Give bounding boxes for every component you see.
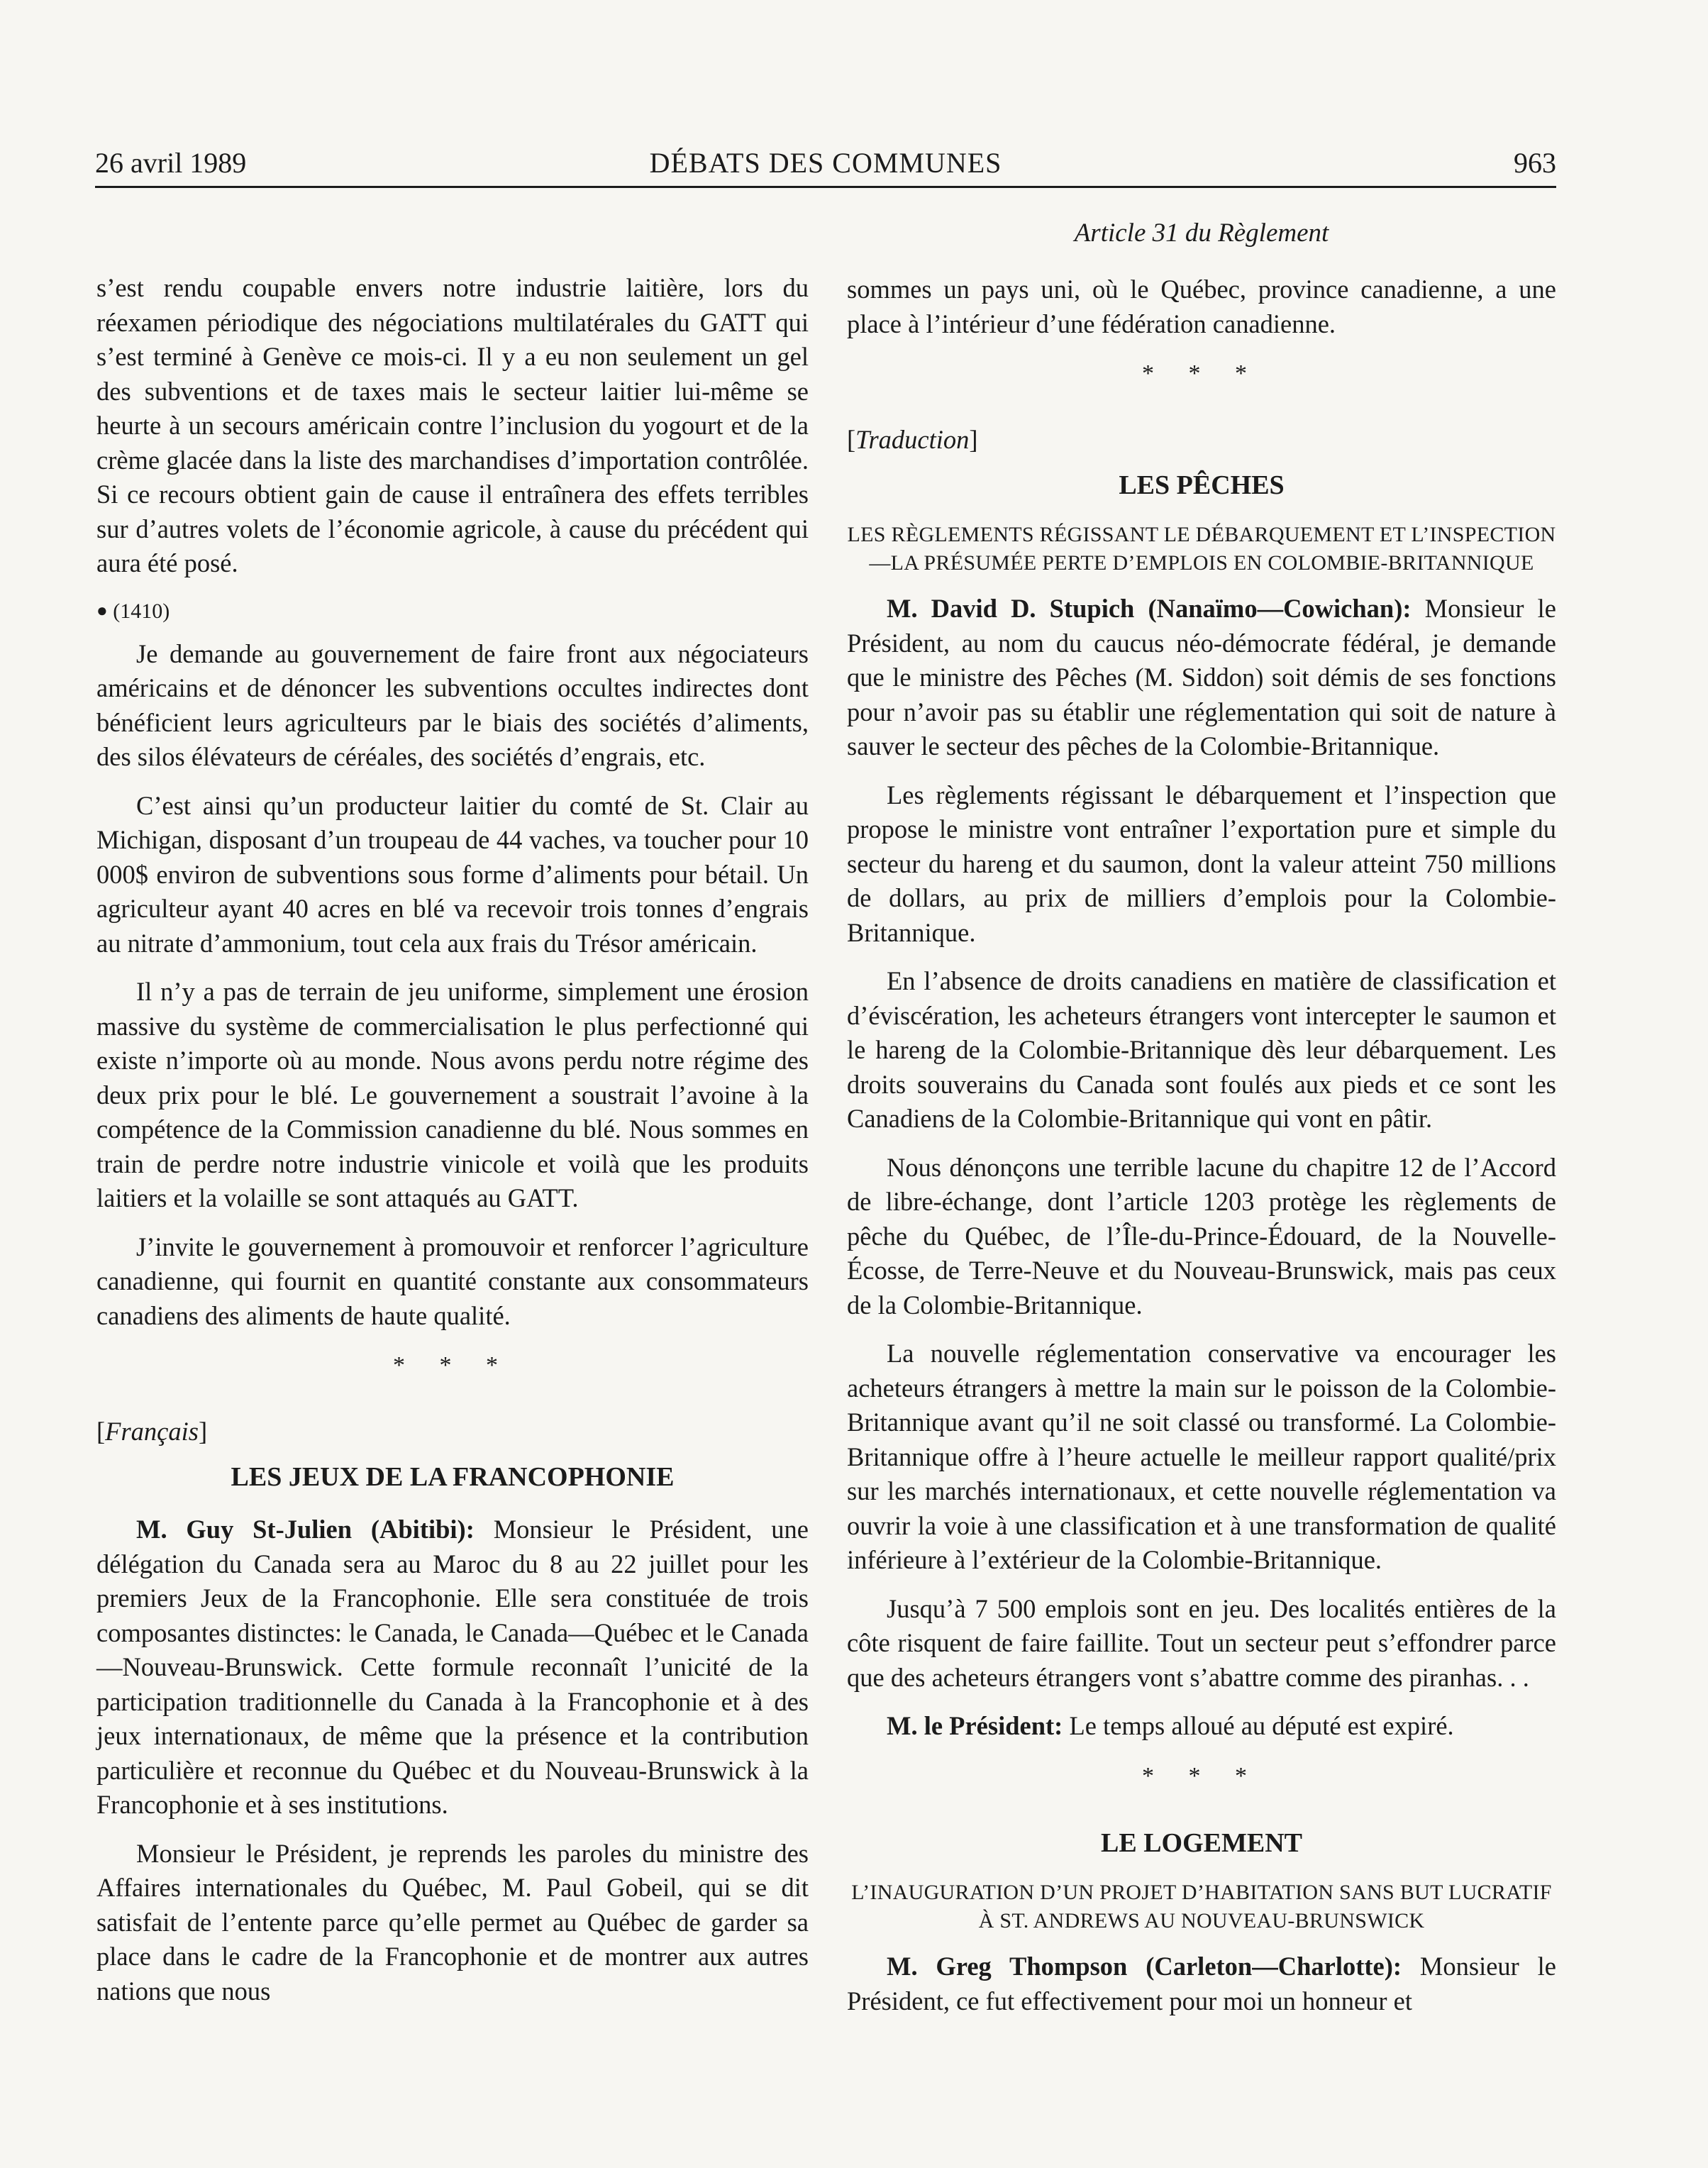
section-separator: * * *	[1142, 1762, 1261, 1789]
section-label: Article 31 du Règlement	[1074, 219, 1329, 248]
section-heading: LES PÊCHES	[1119, 470, 1285, 500]
section-separator: * * *	[393, 1352, 512, 1378]
speech-paragraph	[847, 1949, 1556, 2018]
paragraph: J’invite le gouvernement à promouvoir et renforcer l’agriculture canadienne, qui fournit en quantité constante aux consommateurs canadiens des aliments de haute qualité.	[96, 1232, 809, 1330]
paragraph: s’est rendu coupable envers notre industrie laitière, lors du réexamen périodique des négociations multilatérales du GATT qui s’est terminé à Genève ce mois-ci. Il y a eu non seulement un gel des subventions et de taxes mais le secteur laitier lui-même se heurte à un secours américain contre l’inclusion du yogourt et de la crème glacée dans la liste des marchandises d’importation contrôlée. Si ce recours obtient gain de cause il entraînera des effets terribles sur d’autres volets de l’économie agricole, à cause du précédent qui aura été posé.	[96, 273, 809, 577]
right-column	[847, 272, 1556, 2032]
paragraph: La nouvelle réglementation conservative va encourager les acheteurs étrangers à mettre la main sur le poisson de la Colombie-Britannique avant qu’il ne soit classé ou transformé. La Colombie-Britannique offre à l’heure actuelle le meilleur rapport qualité/prix sur les marchés internationaux, et cette nouvelle réglementation va ouvrir la voie à une classification et à une transformation de qualité inférieure à l’extérieur de la Colombie-Britannique.	[847, 1339, 1556, 1574]
section-heading: LE LOGEMENT	[1101, 1828, 1302, 1858]
speaker-name: M. Guy St-Julien (Abitibi):	[136, 1515, 475, 1544]
speaker-name: M. le Président:	[887, 1711, 1063, 1740]
speech-text: Monsieur le Président, une délégation du Canada sera au Maroc du 8 au 22 juillet pour les premiers Jeux de la Francophonie. Elle sera constituée de trois composantes distinctes: le Canada, le Canada—Québec et le Canada—Nouveau-Brunswick. Cette formule reconnaît l’unicité de la participation traditionnelle du Canada à la Francophonie et à des jeux internationaux, de même que la présence et la contribution particulière et reconnue du Québec et du Nouveau-Brunswick à la Francophonie et à ses institutions.	[96, 1515, 809, 1819]
section-subheading: L’INAUGURATION D’UN PROJET D’HABITATION SANS BUT LUCRATIF À ST. ANDREWS AU NOUVEAU-BRUNSWICK	[851, 1881, 1552, 1932]
paragraph: C’est ainsi qu’un producteur laitier du comté de St. Clair au Michigan, disposant d’un troupeau de 44 vaches, va toucher pour 10 000$ environ de subventions sous forme d’aliments pour bétail. Un agriculteur ayant 40 acres en blé va recevoir trois tonnes d’engrais au nitrate d’ammonium, tout cela aux frais du Trésor américain.	[96, 790, 809, 958]
paragraph: Les règlements régissant le débarquement et l’inspection que propose le ministre vont entraîner l’exportation pure et simple du secteur du hareng et du saumon, dont la valeur atteint 750 millions de dollars, au prix de milliers d’emplois pour la Colombie-Britannique.	[847, 780, 1556, 947]
speaker-name: M. David D. Stupich (Nanaïmo—Cowichan):	[887, 594, 1412, 623]
section-separator: * * *	[1142, 360, 1261, 387]
header-title: DÉBATS DES COMMUNES	[649, 147, 1002, 179]
section-heading: LES JEUX DE LA FRANCOPHONIE	[231, 1462, 675, 1492]
paragraph: sommes un pays uni, où le Québec, province canadienne, a une place à l’intérieur d’une fédération canadienne.	[847, 275, 1556, 338]
language-label: Traduction	[855, 424, 970, 454]
speech-text: Monsieur le Président, au nom du caucus néo-démocrate fédéral, je demande que le ministre des Pêches (M. Siddon) soit démis de ses fonctions pour n’avoir pas su établir une réglementation qui soit de nature à sauver le secteur des pêches de la Colombie-Britannique.	[847, 594, 1557, 761]
speech-paragraph	[96, 1512, 809, 1823]
speaker-name: M. Greg Thompson (Carleton—Charlotte):	[887, 1952, 1402, 1981]
page-header	[95, 142, 1556, 184]
page-number: 963	[1514, 147, 1556, 179]
language-label: Français	[105, 1416, 199, 1446]
speech-paragraph	[847, 592, 1556, 764]
speech-paragraph	[847, 1709, 1556, 1744]
time-marker-text: (1410)	[113, 599, 170, 623]
time-marker	[96, 595, 809, 627]
header-rule	[95, 186, 1556, 188]
language-marker: [Français]	[96, 1416, 208, 1446]
paragraph: Monsieur le Président, je reprends les paroles du ministre des Affaires internationales du Québec, M. Paul Gobeil, qui se dit satisfait de l’entente parce qu’elle permet au Québec de garder sa place dans le cadre de la Francophonie et de montrer aux autres nations que nous	[96, 1838, 809, 2006]
speech-text: Monsieur le Président, ce fut effectivement pour moi un honneur et	[847, 1952, 1557, 2015]
paragraph: Il n’y a pas de terrain de jeu uniforme, simplement une érosion massive du système de commercialisation le plus perfectionné qui existe n’importe où au monde. Nous avons perdu notre régime des deux prix pour le blé. Le gouvernement a soustrait l’avoine à la compétence de la Commission canadienne du blé. Nous sommes en train de perdre notre industrie vinicole et voilà que les produits laitiers et la volaille se sont attaqués au GATT.	[96, 977, 809, 1212]
paragraph: Jusqu’à 7 500 emplois sont en jeu. Des localités entières de la côte risquent de faire faillite. Tout un secteur peut s’effondrer parce que des acheteurs étrangers vont s’abattre comme des piranhas. . .	[847, 1593, 1556, 1692]
paragraph: Je demande au gouvernement de faire front aux négociateurs américains et de dénoncer les subventions occultes indirectes dont bénéficient leurs agriculteurs par le biais des sociétés d’aliments, des silos élévateurs de céréales, des sociétés d’engrais, etc.	[96, 638, 809, 771]
left-column	[96, 271, 809, 2023]
paragraph: En l’absence de droits canadiens en matière de classification et d’éviscération, les acheteurs étrangers vont intercepter le saumon et le hareng de la Colombie-Britannique dès leur débarquement. Les droits souverains du Canada sont foulés aux pieds et ce sont les Canadiens de la Colombie-Britannique qui vont en pâtir.	[847, 966, 1556, 1133]
language-marker: [Traduction]	[847, 424, 978, 454]
header-date: 26 avril 1989	[95, 147, 247, 179]
paragraph: Nous dénonçons une terrible lacune du chapitre 12 de l’Accord de libre-échange, dont l’article 1203 protège les règlements de pêche du Québec, de l’Île-du-Prince-Édouard, de la Nouvelle-Écosse, de Terre-Neuve et du Nouveau-Brunswick, mais pas ceux de la Colombie-Britannique.	[847, 1152, 1556, 1320]
speech-text: Le temps alloué au député est expiré.	[1069, 1711, 1454, 1740]
bullet-icon: ●	[96, 599, 108, 621]
section-subheading: LES RÈGLEMENTS RÉGISSANT LE DÉBARQUEMENT ET L’INSPECTION—LA PRÉSUMÉE PERTE D’EMPLOIS EN COLOMBIE-BRITANNIQUE	[847, 523, 1556, 575]
